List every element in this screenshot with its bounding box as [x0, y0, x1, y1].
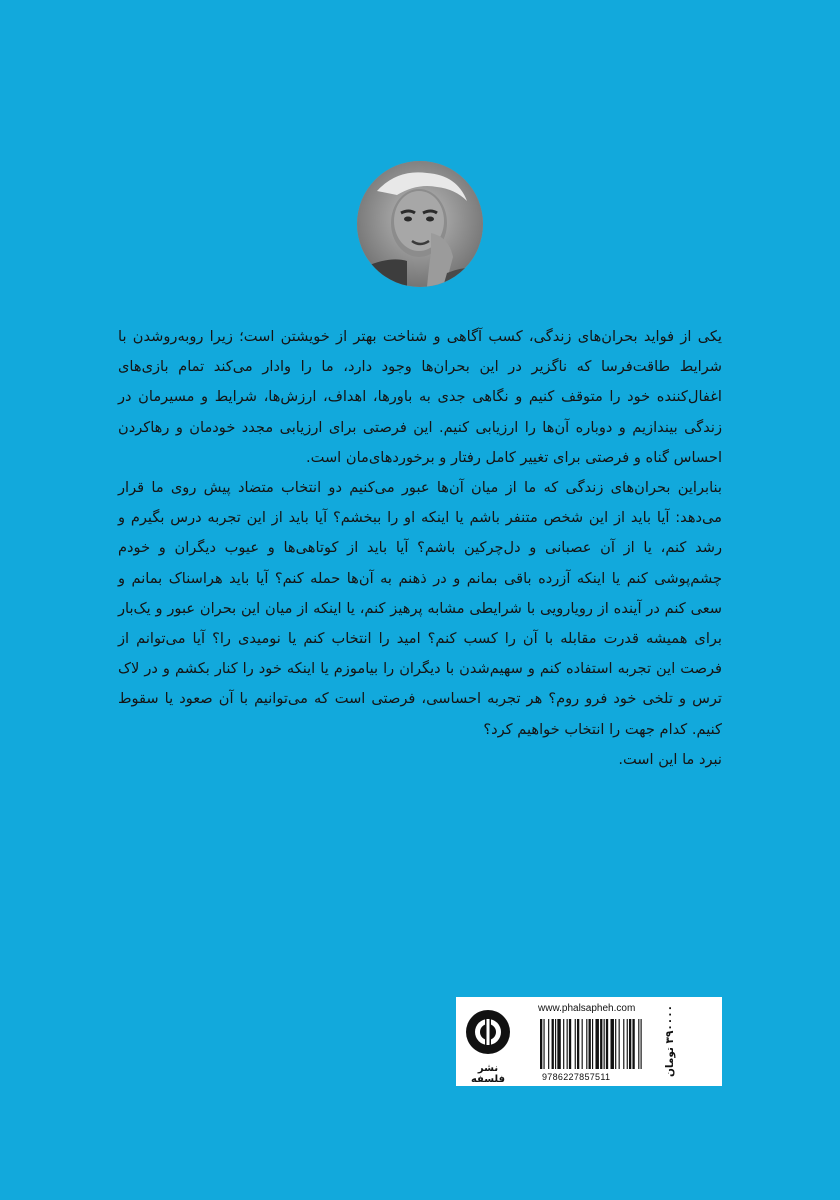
barcode-bar — [563, 1019, 564, 1069]
blurb-paragraph-3: نبرد ما این است. — [618, 750, 722, 768]
barcode-bar — [627, 1019, 628, 1069]
publisher-logo-icon — [465, 1009, 511, 1055]
barcode-bar — [623, 1019, 624, 1069]
barcode-bar — [575, 1019, 576, 1069]
isbn-number: 9786227857511 — [542, 1072, 611, 1082]
barcode-bar — [555, 1019, 556, 1069]
author-portrait — [357, 161, 483, 287]
barcode-bar — [543, 1019, 544, 1069]
barcode-bar — [615, 1019, 616, 1069]
barcode-bar — [619, 1019, 620, 1069]
barcode-icon — [540, 1019, 644, 1069]
price-label: ۳۹۰۰۰۰ تومان — [664, 1004, 676, 1078]
barcode-bar — [604, 1019, 605, 1069]
barcode-bar — [589, 1019, 591, 1069]
barcode-bar — [567, 1019, 568, 1069]
barcode-bar — [569, 1019, 571, 1069]
barcode-bar — [632, 1019, 634, 1069]
blurb-paragraph-2: بنابراین بحران‌های زندگی که ما از میان آن‌ها عبور می‌کنیم دو انتخاب متضاد پیش روی ما قرار می‌دهد: آیا باید از این شخص متنفر باشم یا اینکه او را ببخشم؟ آیا باید از این تجربه درس بگیرم و رشد کنم، یا از آن عصبانی و دل‌چرکین باشم؟ آیا باید از کوتاهی‌ها و عیوب دیگران و خودم چشم‌پوشی کنم یا اینکه آزرده باقی بمانم و در ذهنم به آن‌ها حمله کنم؟ آیا باید هراسناک بمانم و سعی کنم در آینده از رویارویی با شرایطی مشابه پرهیز کنم، یا اینکه از میان این بحران عبور و یک‌بار برای همیشه قدرت مقابله با آن را کسب کنم؟ امید را انتخاب کنم یا نومیدی را؟ آیا می‌توانم از فرصت این تجربه استفاده کنم و سهیم‌شدن با دیگران را بیاموزم یا اینکه خود را کنار بکشم و در لاک ترس و تلخی خود فرو روم؟ هر تجربه احساسی، فرصتی است که می‌توانیم با آن صعود یا سقوط کنیم. کدام جهت را انتخاب خواهیم کرد؟ — [118, 479, 722, 738]
barcode-box — [456, 997, 722, 1086]
barcode-bar — [577, 1019, 579, 1069]
barcode-bar — [548, 1019, 549, 1069]
barcode-bar — [586, 1019, 587, 1069]
barcode-bar — [600, 1019, 602, 1069]
barcode-bar — [641, 1019, 642, 1069]
barcode-bar — [595, 1019, 598, 1069]
barcode-bar — [610, 1019, 613, 1069]
publisher-name: نشر فلسفه — [470, 1063, 506, 1085]
barcode-bar — [606, 1019, 608, 1069]
barcode-bar — [629, 1019, 631, 1069]
barcode-bar — [557, 1019, 560, 1069]
barcode-bar — [540, 1019, 542, 1069]
back-cover-blurb — [118, 322, 722, 775]
author-photo-icon — [357, 161, 483, 287]
barcode-bar — [582, 1019, 583, 1069]
barcode-bar — [638, 1019, 639, 1069]
website-url: www.phalsapheh.com — [538, 1003, 636, 1014]
blurb-paragraph-1: یکی از فواید بحران‌های زندگی، کسب آگاهی و شناخت بهتر از خویشتن است؛ زیرا روبه‌روشدن با شرایط طاقت‌فرسا که ناگزیر در این بحران‌ها وجود دارد، ما را وادار می‌کند تمام بازی‌های اغفال‌کننده خود را متوقف کنیم و نگاهی جدی به باورها، اهداف، ارزش‌ها، شرایط و مسیرمان در زندگی بیندازیم و دوباره آن‌ها را ارزیابی کنیم. این فرصتی برای ارزیابی مجدد خودمان و رهاکردن احساس گناه و فرصتی برای تغییر کامل رفتار و برخوردهای‌مان است. — [118, 328, 722, 466]
barcode-bar — [552, 1019, 554, 1069]
barcode-bar — [592, 1019, 593, 1069]
